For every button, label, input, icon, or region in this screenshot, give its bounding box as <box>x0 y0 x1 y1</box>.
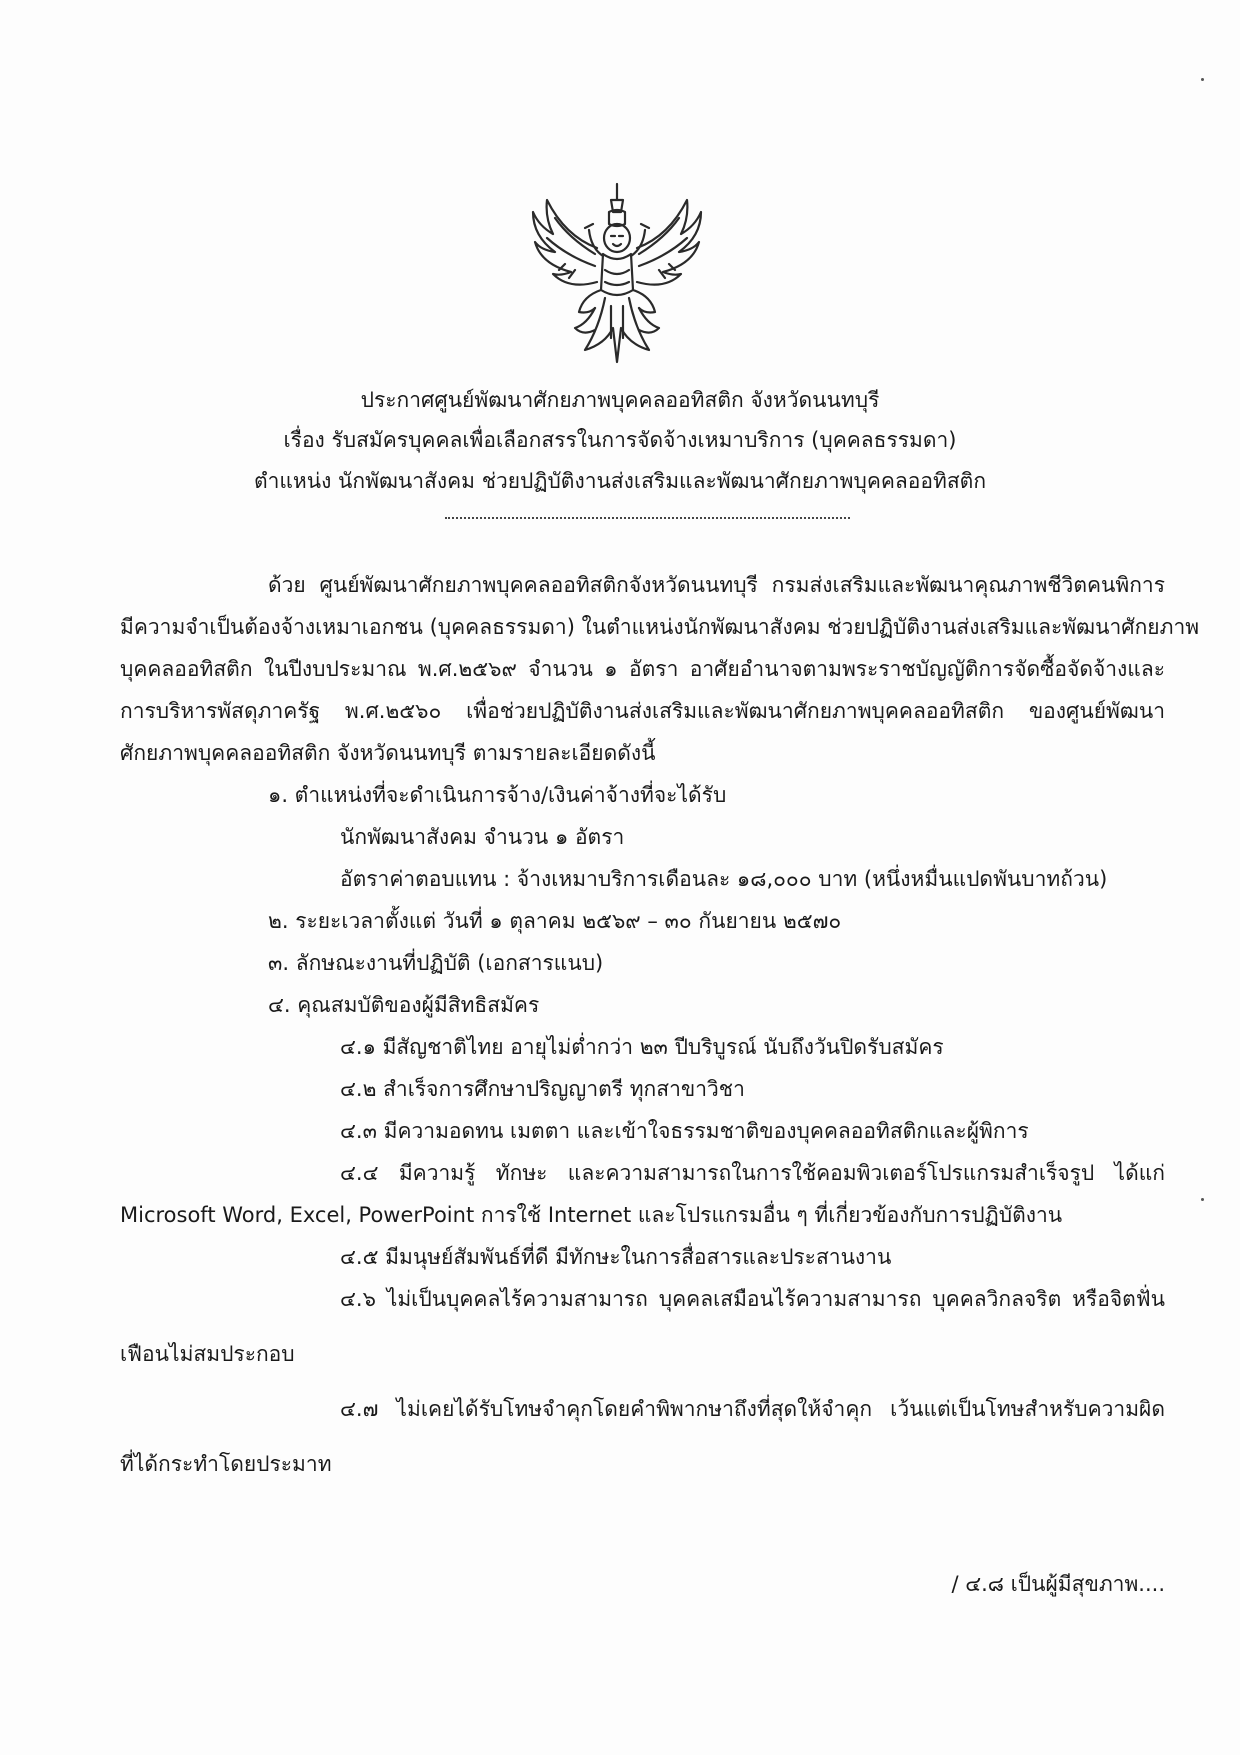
item-4: ๔. คุณสมบัติของผู้มีสิทธิสมัคร <box>268 993 540 1017</box>
qualification-item: ๔.๑ มีสัญชาติไทย อายุไม่ต่ำกว่า ๒๓ ปีบริบูรณ์ นับถึงวันปิดรับสมัคร <box>340 1035 944 1059</box>
qualification-item: ๔.๓ มีความอดทน เมตตา และเข้าใจธรรมชาติของบุคคลออทิสติกและผู้พิการ <box>340 1119 1029 1143</box>
scan-speck <box>1201 78 1204 81</box>
intro-line: การบริหารพัสดุภาครัฐ พ.ศ.๒๕๖๐ เพื่อช่วยปฏิบัติงานส่งเสริมและพัฒนาศักยภาพบุคคลออทิสติก ของศูนย์พัฒนา <box>120 699 1165 723</box>
announcement-subject: เรื่อง รับสมัครบุคคลเพื่อเลือกสรรในการจัดจ้างเหมาบริการ (บุคคลธรรมดา) <box>283 428 957 452</box>
announcement-title: ประกาศศูนย์พัฒนาศักยภาพบุคคลออทิสติก จังหวัดนนทบุรี <box>360 388 880 412</box>
qualification-item: ๔.๗ ไม่เคยได้รับโทษจำคุกโดยคำพิพากษาถึงที่สุดให้จำคุก เว้นแต่เป็นโทษสำหรับความผิด <box>340 1397 1165 1421</box>
intro-line: ด้วย ศูนย์พัฒนาศักยภาพบุคคลออทิสติกจังหวัดนนทบุรี กรมส่งเสริมและพัฒนาคุณภาพชีวิตคนพิการ <box>268 573 1165 597</box>
intro-line: ศักยภาพบุคคลออทิสติก จังหวัดนนทบุรี ตามรายละเอียดดังนี้ <box>120 741 656 765</box>
item-3: ๓. ลักษณะงานที่ปฏิบัติ (เอกสารแนบ) <box>268 951 604 975</box>
announcement-position: ตำแหน่ง นักพัฒนาสังคม ช่วยปฏิบัติงานส่งเสริมและพัฒนาศักยภาพบุคคลออทิสติก <box>253 469 987 493</box>
item-1: ๑. ตำแหน่งที่จะดำเนินการจ้าง/เงินค่าจ้างที่จะได้รับ <box>268 783 727 807</box>
continuation-note: / ๔.๘ เป็นผู้มีสุขภาพ.... <box>951 1572 1165 1596</box>
qualification-item: ๔.๖ ไม่เป็นบุคคลไร้ความสามารถ บุคคลเสมือนไร้ความสามารถ บุคคลวิกลจริต หรือจิตฟั่น <box>340 1287 1165 1311</box>
qualification-item-cont: เฟือนไม่สมประกอบ <box>120 1342 295 1366</box>
intro-line: บุคคลออทิสติก ในปีงบประมาณ พ.ศ.๒๕๖๙ จำนวน ๑ อัตรา อาศัยอำนาจตามพระราชบัญญัติการจัดซื้อจัดจ้างและ <box>120 657 1165 681</box>
intro-line: มีความจำเป็นต้องจ้างเหมาเอกชน (บุคคลธรรมดา) ในตำแหน่งนักพัฒนาสังคม ช่วยปฏิบัติงานส่งเสริมและพัฒนาศักยภาพ <box>120 615 1200 639</box>
item-2: ๒. ระยะเวลาตั้งแต่ วันที่ ๑ ตุลาคม ๒๕๖๙ – ๓๐ กันยายน ๒๕๗๐ <box>268 909 842 933</box>
qualification-item-cont: Microsoft Word, Excel, PowerPoint การใช้ Internet และโปรแกรมอื่น ๆ ที่เกี่ยวข้องกับการปฏิบัติงาน <box>120 1203 1063 1227</box>
item-1-detail: นักพัฒนาสังคม จำนวน ๑ อัตรา <box>340 825 625 849</box>
qualification-item: ๔.๒ สำเร็จการศึกษาปริญญาตรี ทุกสาขาวิชา <box>340 1077 745 1101</box>
qualification-item-cont: ที่ได้กระทำโดยประมาท <box>120 1452 332 1476</box>
scan-speck <box>1201 1198 1204 1201</box>
dotted-divider <box>445 517 850 519</box>
garuda-emblem-icon <box>525 178 710 368</box>
qualification-item: ๔.๕ มีมนุษย์สัมพันธ์ที่ดี มีทักษะในการสื่อสารและประสานงาน <box>340 1245 892 1269</box>
qualification-item: ๔.๔ มีความรู้ ทักษะ และความสามารถในการใช้คอมพิวเตอร์โปรแกรมสำเร็จรูป ได้แก่ <box>340 1161 1165 1185</box>
item-1-detail: อัตราค่าตอบแทน : จ้างเหมาบริการเดือนละ ๑๘,๐๐๐ บาท (หนึ่งหมื่นแปดพันบาทถ้วน) <box>340 867 1108 891</box>
